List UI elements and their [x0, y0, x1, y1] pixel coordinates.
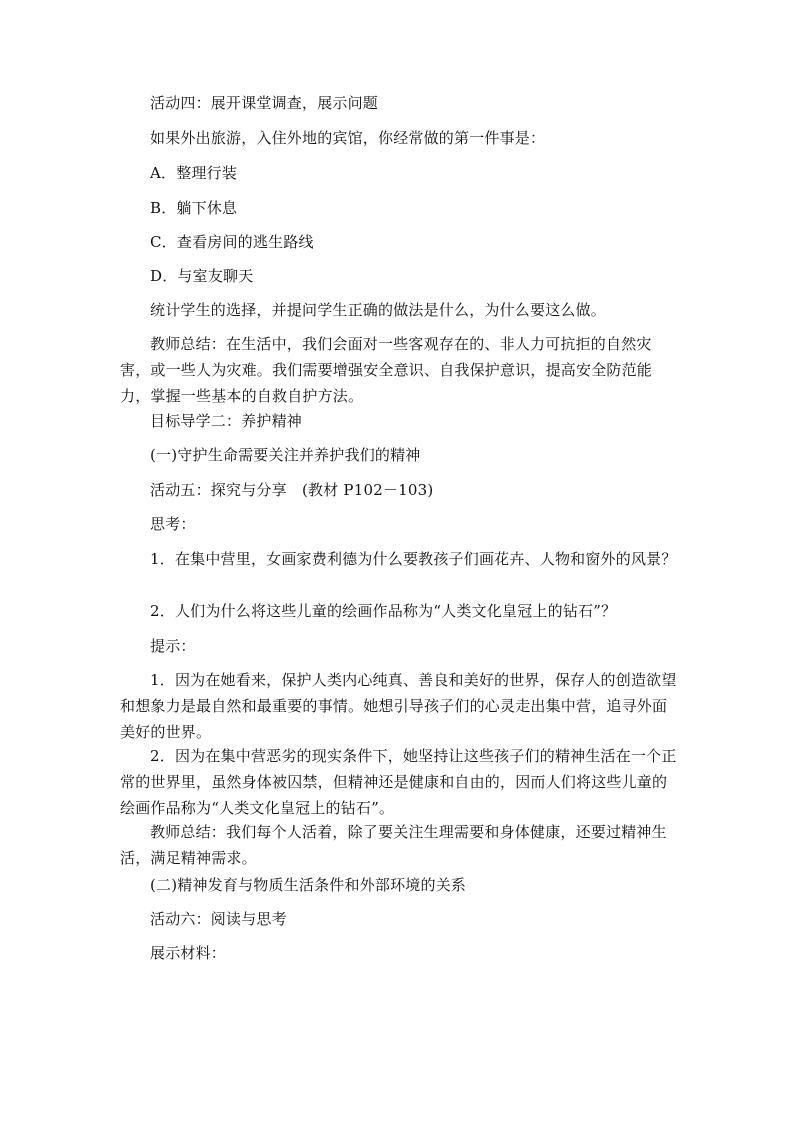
hint-answer-2: 2．因为在集中营恶劣的现实条件下，她坚持让这些孩子们的精神生活在一个正常的世界里，虽然身体被囚禁，但精神还是健康和自由的，因而人们将这些儿童的绘画作品称为“人类文化皇冠上的钻石”。	[120, 747, 677, 817]
option-c: C．查看房间的逃生路线	[150, 233, 314, 251]
teacher-summary-1: 教师总结：在生活中，我们会面对一些客观存在的、非人力可抗拒的自然灾害，或一些人为灾难。我们需要增强安全意识、自我保护意识，提高安全防范能力，掌握一些基本的自救自护方法。	[120, 335, 653, 405]
think-label: 思考：	[150, 515, 196, 533]
think-question-1: 1．在集中营里，女画家费利德为什么要教孩子们画花卉、人物和窗外的风景？	[150, 550, 677, 568]
option-a: A．整理行装	[150, 164, 238, 182]
option-b: B．躺下休息	[150, 199, 238, 217]
section-two-heading: (二)精神发育与物质生活条件和外部环境的关系	[150, 876, 467, 894]
section-one-heading: (一)守护生命需要关注并养护我们的精神	[150, 446, 421, 464]
survey-question: 如果外出旅游，入住外地的宾馆，你经常做的第一件事是：	[150, 129, 546, 147]
think-question-2: 2．人们为什么将这些儿童的绘画作品称为“人类文化皇冠上的钻石”？	[150, 602, 617, 620]
hint-label: 提示：	[150, 637, 196, 655]
activity-six-heading: 活动六：阅读与思考	[150, 910, 287, 928]
hint-answer-1: 1．因为在她看来，保护人类内心纯真、善良和美好的世界，保存人的创造欲望和想象力是最自然和最重要的事情。她想引导孩子们的心灵走出集中营，追寻外面美好的世界。	[120, 671, 677, 741]
statistics-instruction: 统计学生的选择，并提问学生正确的做法是什么，为什么要这么做。	[150, 301, 607, 319]
option-d: D．与室友聊天	[150, 267, 254, 285]
teacher-summary-2: 教师总结：我们每个人活着，除了要关注生理需要和身体健康，还要过精神生活，满足精神需求。	[120, 823, 667, 867]
show-materials-label: 展示材料：	[150, 944, 227, 962]
activity-five-heading: 活动五：探究与分享 (教材 P102－103)	[150, 481, 434, 499]
goal-two-heading: 目标导学二：养护精神	[150, 412, 303, 430]
activity-four-heading: 活动四：展开课堂调查，展示问题	[150, 94, 379, 112]
